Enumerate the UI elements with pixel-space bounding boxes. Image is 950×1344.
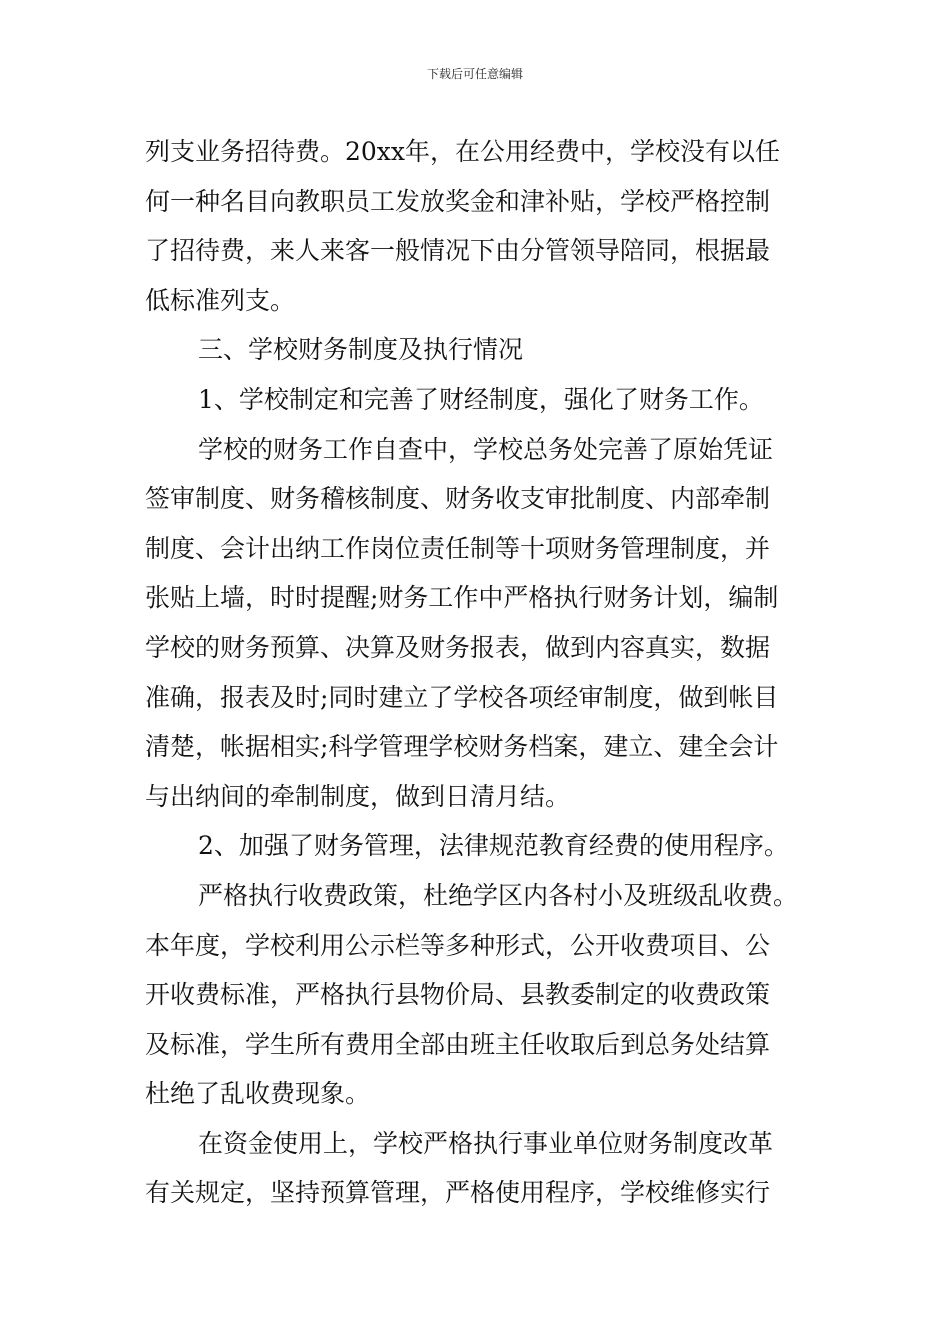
paragraph-line: 学校的财务工作自查中，学校总务处完善了原始凭证 [198,434,774,464]
document-body [145,127,810,1218]
paragraph-line: 在资金使用上，学校严格执行事业单位财务制度改革 [198,1128,774,1158]
paragraph-line: 准确，报表及时;同时建立了学校各项经审制度，做到帐目 [145,682,779,712]
paragraph-line: 与出纳间的牵制制度，做到日清月结。 [145,781,571,811]
paragraph-line: 及标准，学生所有费用全部由班主任收取后到总务处结算 [145,1029,771,1059]
paragraph-line: 低标准列支。 [145,285,296,315]
paragraph-line: 学校的财务预算、决算及财务报表，做到内容真实，数据 [145,632,771,662]
subsection-heading: 1、学校制定和完善了财经制度，强化了财务工作。 [198,384,764,414]
paragraph-line: 签审制度、财务稽核制度、财务收支审批制度、内部牵制 [145,484,771,514]
page-header: 下载后可任意编辑 [426,67,523,81]
paragraph-line: 列支业务招待费。20xx年，在公用经费中，学校没有以任 [145,137,781,166]
subsection-heading: 2、加强了财务管理，法律规范教育经费的使用程序。 [198,831,789,861]
paragraph-line: 本年度，学校利用公示栏等多种形式，公开收费项目、公 [145,930,771,960]
paragraph-line: 清楚，帐据相实;科学管理学校财务档案，建立、建全会计 [145,732,779,762]
section-heading: 三、学校财务制度及执行情况 [198,335,524,365]
paragraph-line: 开收费标准，严格执行县物价局、县教委制定的收费政策 [145,980,771,1010]
paragraph-line: 制度、会计出纳工作岗位责任制等十项财务管理制度，并 [145,533,771,563]
paragraph-line: 张贴上墙，时时提醒;财务工作中严格执行财务计划，编制 [145,583,779,613]
paragraph-line: 严格执行收费政策，杜绝学区内各村小及班级乱收费。 [198,880,799,910]
paragraph-line: 有关规定，坚持预算管理，严格使用程序，学校维修实行 [145,1178,771,1208]
paragraph-line: 何一种名目向教职员工发放奖金和津补贴，学校严格控制 [145,186,771,216]
paragraph-line: 杜绝了乱收费现象。 [145,1079,371,1109]
paragraph-line: 了招待费，来人来客一般情况下由分管领导陪同，根据最 [145,236,771,266]
